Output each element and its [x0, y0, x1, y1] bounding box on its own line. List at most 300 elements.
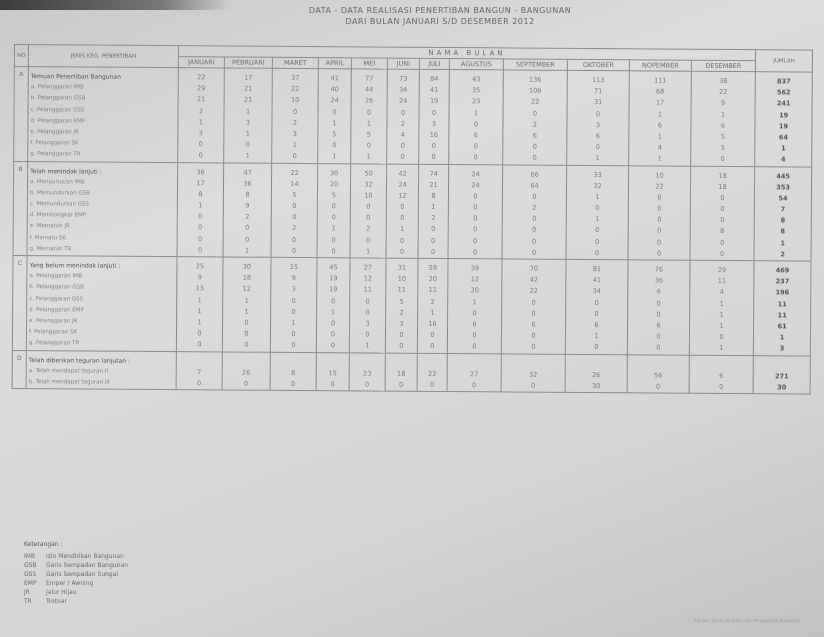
- value: 38: [719, 76, 728, 85]
- legend-item: [24, 597, 128, 606]
- month-cell: [566, 165, 629, 260]
- value: 39: [470, 264, 480, 273]
- value: 0: [532, 109, 538, 118]
- item-label: b. Memundurkan GSB: [29, 189, 90, 197]
- value: 3: [399, 319, 404, 328]
- value: 0: [531, 248, 537, 257]
- value: 2: [532, 203, 537, 212]
- item-label: f. Pelanggaran SK: [28, 329, 78, 336]
- value: 6: [719, 371, 724, 380]
- value: 15: [289, 262, 299, 271]
- section-no: D: [12, 350, 26, 389]
- value: [350, 357, 385, 368]
- value: 21: [196, 95, 206, 104]
- value: 2: [431, 214, 436, 223]
- value: 1: [657, 154, 662, 163]
- jumlah-value: 445: [776, 171, 791, 180]
- value: 0: [657, 204, 662, 213]
- value: 34: [592, 287, 601, 296]
- value: 6: [531, 320, 536, 329]
- section-description: [26, 350, 176, 390]
- value: 1: [719, 310, 724, 319]
- value: 0: [331, 247, 336, 256]
- value: 1: [719, 299, 724, 308]
- section-row: [12, 255, 811, 355]
- month-cell: [567, 70, 630, 165]
- value: 0: [399, 247, 405, 256]
- jumlah-value: 2: [780, 250, 785, 259]
- value: 77: [365, 74, 374, 83]
- value: 6: [720, 121, 726, 130]
- month-cell: [419, 69, 450, 164]
- value: 0: [400, 236, 405, 245]
- value: 0: [431, 153, 436, 162]
- value: 8: [198, 190, 203, 199]
- month-cell: [690, 166, 755, 261]
- value: 14: [290, 179, 299, 188]
- value: 1: [291, 318, 296, 327]
- legend-abbr: JR: [24, 589, 30, 596]
- jumlah-value: 8: [780, 227, 786, 236]
- data-sheet: [12, 44, 812, 395]
- jumlah-value: 11: [777, 311, 787, 320]
- section-no: A: [14, 67, 29, 162]
- value: 36: [243, 179, 252, 188]
- value: 0: [594, 298, 599, 307]
- value: 0: [532, 153, 537, 162]
- value: 0: [532, 192, 537, 201]
- value: 0: [431, 225, 436, 234]
- value: 19: [329, 274, 338, 283]
- value: 0: [291, 246, 297, 255]
- month-cell: [272, 68, 319, 163]
- value: 23: [471, 97, 481, 106]
- value: 1: [197, 307, 202, 316]
- jumlah-value: 8: [780, 216, 786, 225]
- value: 2: [198, 106, 204, 115]
- section-row: [13, 161, 812, 261]
- value: 6: [656, 321, 661, 330]
- value: 47: [243, 168, 252, 177]
- value: 1: [366, 152, 371, 161]
- value: 22: [428, 369, 437, 378]
- value: 13: [195, 284, 204, 293]
- month-cell: [270, 257, 317, 352]
- jumlah-value: 237: [775, 277, 790, 286]
- header-month: AGUSTUS: [449, 59, 503, 70]
- value: 6: [595, 132, 600, 141]
- value: 1: [472, 297, 477, 306]
- value: 9: [721, 99, 726, 108]
- value: 0: [472, 248, 478, 257]
- month-cell: [224, 68, 273, 163]
- value: 26: [592, 370, 601, 379]
- header-month: SEPTEMBER: [503, 59, 567, 70]
- item-label: e. Mematuh JR: [29, 223, 70, 230]
- value: 29: [717, 265, 727, 274]
- value: 0: [244, 329, 249, 338]
- legend-text: Emper / Awning: [46, 580, 94, 587]
- month-cell: [350, 163, 387, 258]
- value: 0: [657, 215, 662, 224]
- value: 42: [529, 275, 539, 284]
- value: 41: [430, 86, 439, 95]
- value: 74: [429, 169, 438, 178]
- month-cell: [349, 352, 385, 391]
- legend-text: Garis Sempadan Sungai: [46, 571, 119, 578]
- value: 0: [595, 109, 601, 118]
- value: 42: [398, 169, 407, 178]
- value: 2: [292, 224, 297, 233]
- month-cell: [316, 258, 350, 353]
- value: 16: [429, 130, 439, 139]
- value: 20: [428, 275, 438, 284]
- value: 0: [291, 341, 296, 350]
- value: 31: [397, 263, 407, 272]
- value: 0: [365, 308, 370, 317]
- title-line-2: DARI BULAN JANUARI S/D DESEMBER 2012: [345, 17, 535, 26]
- jumlah-value: 1: [781, 144, 786, 153]
- value: 68: [656, 87, 665, 96]
- value: 10: [655, 170, 664, 180]
- value: [690, 359, 753, 371]
- month-cell: [627, 354, 689, 393]
- value: 24: [471, 169, 480, 178]
- value: 17: [196, 178, 205, 188]
- value: 0: [366, 236, 371, 245]
- value: 8: [245, 190, 250, 199]
- month-cell: [418, 164, 449, 259]
- value: 9: [291, 274, 296, 283]
- value: 22: [655, 182, 664, 191]
- month-cell: [689, 260, 754, 355]
- value: 43: [472, 75, 481, 84]
- value: 1: [332, 118, 337, 128]
- value: 1: [198, 118, 204, 127]
- value: 0: [366, 213, 371, 222]
- value: 3: [291, 285, 296, 294]
- value: 0: [197, 379, 202, 388]
- section-heading: Telah diberikan teguran lanjutan :: [28, 356, 130, 365]
- value: 0: [656, 382, 661, 391]
- jumlah-value: 19: [778, 122, 789, 131]
- value: 24: [398, 97, 408, 106]
- month-cell: [502, 164, 567, 259]
- value: 0: [472, 331, 477, 340]
- value: 0: [245, 140, 250, 149]
- value: 64: [530, 181, 539, 190]
- value: 1: [197, 318, 202, 327]
- value: 1: [244, 307, 249, 316]
- value: 0: [331, 296, 336, 305]
- value: 0: [657, 193, 662, 202]
- value: [628, 359, 689, 371]
- value: 4: [657, 143, 662, 152]
- item-label: b. Pelanggaran GSB: [30, 95, 86, 102]
- month-cell: [501, 259, 566, 354]
- value: 0: [531, 381, 536, 390]
- value: 76: [654, 265, 664, 274]
- legend-abbr: TR: [24, 598, 32, 605]
- month-cell: [385, 258, 418, 353]
- value: 0: [198, 234, 203, 243]
- month-cell: [627, 260, 690, 355]
- value: 0: [472, 381, 477, 390]
- month-cell: [222, 351, 270, 390]
- header-jumlah: JUMLAH: [755, 50, 812, 72]
- value: 34: [399, 85, 408, 94]
- value: 59: [428, 263, 438, 272]
- legend-text: Garis Sempadan Bangunan: [46, 562, 129, 569]
- header-month: JANUARI: [178, 57, 224, 68]
- title-line-1: DATA - DATA REALISASI PENERTIBAN BANGUN - BANGUNAN: [308, 6, 572, 15]
- value: 4: [400, 130, 405, 139]
- value: 0: [244, 340, 249, 349]
- header-nama-bulan: NAMA BULAN: [178, 46, 755, 61]
- value: 17: [244, 73, 253, 82]
- value: 3: [365, 319, 370, 328]
- value: 30: [242, 262, 252, 271]
- value: 9: [245, 201, 250, 210]
- value: 4: [719, 288, 724, 297]
- item-label: e. Pelanggaran JR: [30, 129, 79, 136]
- month-cell: [565, 354, 627, 393]
- month-cell: [222, 257, 271, 352]
- value: 0: [430, 380, 435, 389]
- value: 2: [366, 224, 371, 233]
- value: 1: [365, 341, 370, 350]
- value: 0: [331, 235, 336, 244]
- month-cell: [417, 258, 448, 353]
- value: 1: [595, 154, 600, 163]
- value: 0: [531, 298, 536, 307]
- header-month: MEI: [351, 58, 387, 69]
- value: 1: [400, 225, 405, 234]
- month-cell: [449, 70, 504, 165]
- value: 0: [472, 308, 477, 317]
- legend: [24, 541, 128, 606]
- value: [386, 357, 417, 368]
- value: 1: [594, 332, 599, 341]
- month-cell: [417, 353, 447, 392]
- value: 10: [290, 96, 300, 105]
- header-month: PEBRUARI: [224, 57, 272, 68]
- month-cell: [448, 164, 503, 259]
- value: 0: [719, 333, 724, 342]
- value: 1: [595, 215, 600, 224]
- section-heading: Yang belum menindak lanjuti :: [29, 262, 121, 270]
- item-label: b. Telah mendapat teguran III: [28, 378, 110, 386]
- value: 20: [329, 179, 339, 188]
- value: 36: [654, 276, 664, 285]
- value: 0: [473, 142, 478, 151]
- value: 50: [364, 168, 373, 178]
- jumlah-cell: [753, 355, 810, 394]
- legend-item: [24, 570, 128, 579]
- value: 0: [430, 247, 436, 256]
- value: 0: [473, 119, 479, 128]
- section-heading: Temuan Penertiban Bangunan: [30, 73, 121, 81]
- value: 26: [242, 368, 251, 377]
- value: 0: [656, 332, 661, 341]
- legend-item: [24, 561, 128, 570]
- value: 0: [400, 153, 405, 162]
- month-cell: [177, 162, 224, 257]
- value: 0: [594, 343, 599, 352]
- value: 5: [292, 190, 297, 199]
- value: 0: [330, 380, 335, 389]
- value: 40: [330, 85, 339, 94]
- month-cell: [501, 353, 565, 392]
- section-row: [14, 67, 813, 167]
- legend-abbr: IMB: [24, 553, 36, 560]
- value: 9: [197, 273, 202, 282]
- jumlah-cell: [754, 166, 812, 261]
- value: 0: [365, 297, 370, 306]
- header-month: DESEMBER: [691, 60, 755, 71]
- header-jenis: JENIS KEG. PENERTIBAN: [28, 45, 178, 68]
- value: 18: [397, 369, 406, 378]
- value: 0: [595, 204, 600, 213]
- value: 6: [657, 121, 663, 130]
- value: 0: [719, 382, 724, 391]
- value: 0: [473, 214, 478, 223]
- value: 0: [431, 108, 437, 117]
- value: 20: [470, 286, 479, 295]
- value: [502, 358, 565, 370]
- value: 1: [431, 202, 436, 212]
- value: 24: [471, 180, 480, 189]
- item-label: d. Membongkar EMP: [29, 212, 87, 219]
- month-cell: [503, 70, 568, 165]
- value: 0: [720, 193, 725, 202]
- value: 0: [594, 248, 600, 257]
- value: 27: [363, 263, 373, 272]
- value: 0: [198, 140, 203, 149]
- value: 136: [529, 75, 542, 84]
- value: 0: [400, 108, 406, 117]
- value: 12: [242, 284, 251, 294]
- value: 2: [400, 119, 406, 128]
- jumlah-value: 64: [778, 133, 789, 142]
- value: 6: [473, 131, 478, 140]
- value: 22: [291, 85, 300, 94]
- value: 1: [719, 344, 724, 353]
- legend-item: [24, 588, 128, 597]
- jumlah-value: 61: [777, 322, 787, 331]
- value: 0: [473, 153, 478, 162]
- value: 0: [473, 203, 478, 212]
- value: 1: [657, 110, 663, 119]
- value: 1: [197, 295, 202, 304]
- value: 106: [528, 86, 542, 95]
- value: 0: [595, 226, 600, 235]
- value: 0: [720, 216, 725, 225]
- jumlah-value: 1: [780, 238, 786, 248]
- value: 0: [197, 340, 202, 349]
- value: 0: [365, 380, 370, 389]
- value: 0: [365, 330, 370, 339]
- value: 5: [399, 297, 404, 306]
- value: 0: [197, 246, 203, 255]
- item-label: c. Pelanggaran GSS: [29, 295, 84, 303]
- value: [271, 356, 316, 368]
- value: 0: [719, 249, 725, 258]
- value: 29: [197, 84, 206, 93]
- value: 5: [720, 144, 725, 153]
- jumlah-value: 469: [775, 266, 790, 275]
- value: 33: [593, 170, 602, 179]
- value: 0: [366, 108, 372, 117]
- value: 0: [656, 299, 661, 308]
- jumlah-cell: [753, 261, 811, 356]
- value: 3: [245, 118, 251, 127]
- value: 0: [532, 237, 537, 246]
- month-cell: [447, 259, 502, 354]
- value: 0: [430, 331, 435, 340]
- section-description: [26, 256, 177, 352]
- jumlah-value: 11: [777, 299, 787, 308]
- value: 0: [331, 213, 336, 222]
- realisasi-table: [12, 44, 813, 395]
- value: 0: [245, 235, 250, 244]
- jumlah-value: 30: [777, 383, 787, 392]
- legend-text: Trotoar: [46, 598, 67, 605]
- value: 0: [198, 212, 203, 221]
- document-title: [200, 5, 680, 27]
- section-row: [12, 350, 810, 394]
- item-label: g. Pelanggaran TR: [30, 151, 81, 158]
- value: 41: [592, 276, 602, 285]
- value: 0: [330, 319, 336, 328]
- header-month: JUNI: [387, 58, 419, 69]
- value: 1: [331, 307, 336, 316]
- value: 1: [331, 224, 336, 233]
- value: 0: [400, 141, 405, 150]
- value: 0: [473, 236, 478, 245]
- header-month: APRIL: [318, 58, 351, 69]
- value: 1: [245, 129, 250, 138]
- value: 0: [331, 202, 336, 211]
- jumlah-cell: [755, 72, 813, 167]
- jumlah-value: 271: [774, 372, 789, 381]
- month-cell: [270, 352, 316, 391]
- month-cell: [629, 71, 692, 166]
- value: 8: [431, 191, 436, 200]
- jumlah-value: 19: [779, 110, 789, 119]
- value: 6: [656, 287, 661, 296]
- value: 6: [532, 131, 537, 140]
- value: 1: [244, 296, 249, 305]
- value: 44: [365, 85, 374, 94]
- value: 1: [719, 321, 724, 330]
- value: 10: [397, 274, 407, 283]
- item-label: g. Mematuh TR: [29, 245, 72, 253]
- value: 66: [530, 170, 539, 179]
- value: 3: [292, 129, 297, 138]
- value: 32: [529, 370, 538, 379]
- legend-abbr: GSS: [24, 571, 37, 578]
- value: 0: [330, 330, 336, 339]
- value: 17: [655, 98, 665, 107]
- value: [418, 357, 447, 368]
- month-cell: [178, 68, 225, 163]
- month-cell: [351, 69, 388, 164]
- value: 0: [400, 202, 405, 211]
- value: 21: [429, 180, 438, 189]
- jumlah-value: 241: [776, 99, 791, 108]
- value: 0: [332, 107, 337, 116]
